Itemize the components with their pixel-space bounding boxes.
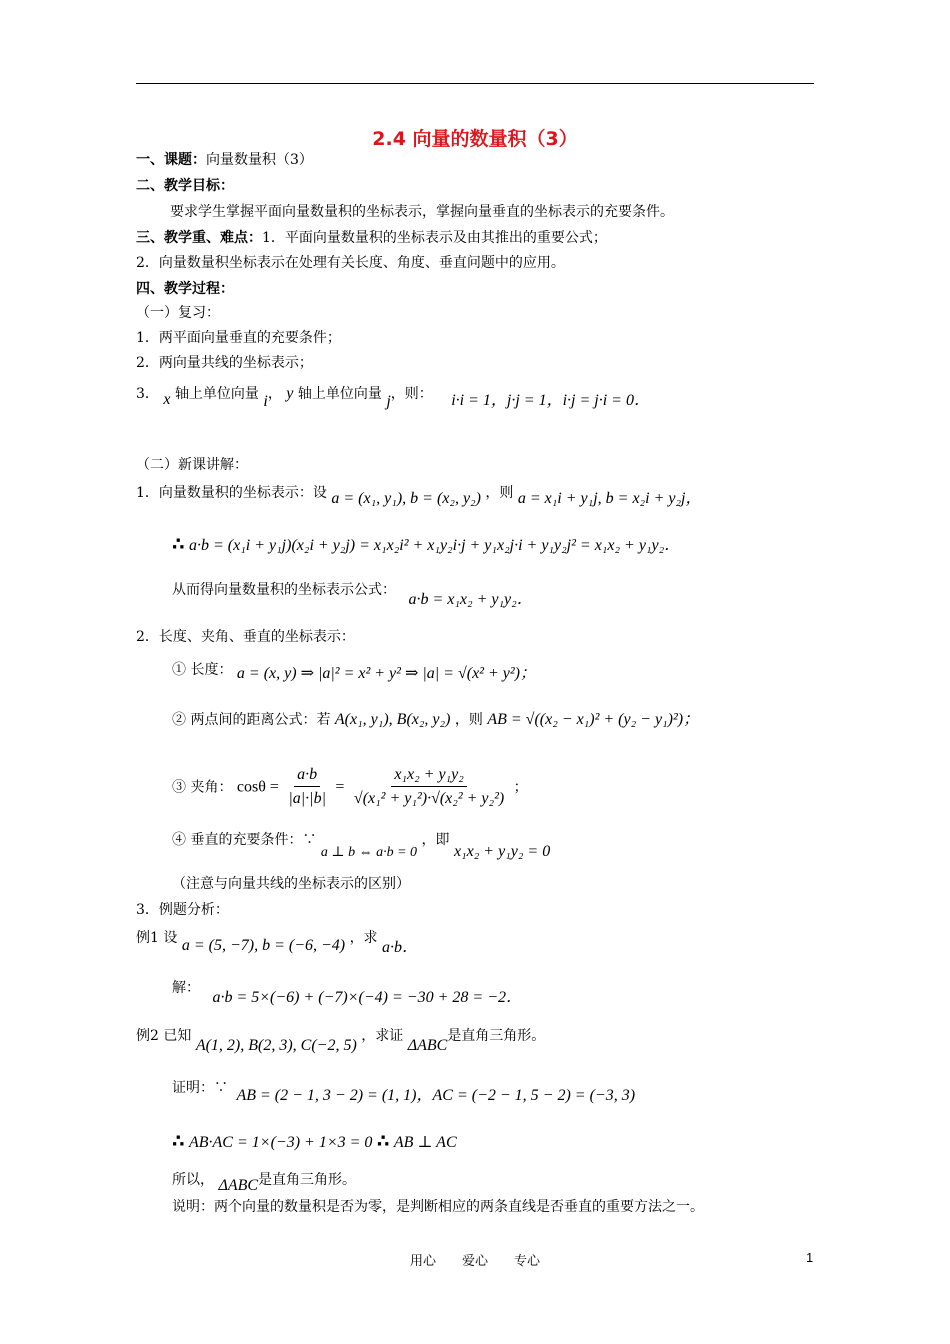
goal-label: 二、教学目标： bbox=[136, 178, 234, 194]
review-heading: （一）复习： bbox=[136, 305, 220, 321]
example2-ask: ，求证 bbox=[361, 1028, 404, 1044]
distance-then: ，则 bbox=[454, 712, 483, 728]
y-axis-symbol: y bbox=[286, 385, 294, 402]
angle-num-1: a·b bbox=[294, 764, 320, 787]
example1-sol-label: 解： bbox=[172, 980, 200, 996]
example1-target: a·b． bbox=[382, 939, 419, 956]
example2-given: A(1, 2), B(2, 3), C(−2, 5) bbox=[195, 1037, 357, 1054]
key-text: 1．平面向量数量积的坐标表示及由其推出的重要公式； bbox=[262, 230, 607, 246]
length-label: ① 长度： bbox=[172, 662, 233, 678]
p1-line bbox=[136, 483, 702, 507]
p2-text: 2．长度、夹角、垂直的坐标表示： bbox=[136, 629, 355, 645]
angle-label: ③ 夹角： bbox=[172, 779, 233, 796]
p1-result: a·b = x₁x₂ + y₁y₂． bbox=[408, 591, 533, 608]
angle-end: ； bbox=[513, 779, 528, 796]
p3-text: 3．例题分析： bbox=[136, 902, 229, 918]
example1-given: a = (5, −7), b = (−6, −4) bbox=[181, 937, 346, 954]
length-line bbox=[172, 660, 536, 680]
angle-den-2: √(x₁² + y₁²)·√(x₂² + y₂²) bbox=[353, 790, 505, 807]
header-rule bbox=[136, 83, 814, 84]
angle-line bbox=[172, 764, 528, 811]
footer-text: 用心 爱心 专心 bbox=[409, 1254, 540, 1269]
proof-line-2 bbox=[172, 1132, 457, 1153]
perp-mid: ，即 bbox=[421, 832, 450, 848]
remark: 说明：两个向量的数量积是否为零，是判断相应的两条直线是否垂直的重要方法之一。 bbox=[172, 1199, 704, 1215]
therefore-symbol-2: ∴ bbox=[172, 1131, 185, 1152]
example1-solution: a·b = 5×(−6) + (−7)×(−4) = −30 + 28 = −2． bbox=[212, 989, 522, 1006]
process-label: 四、教学过程： bbox=[136, 281, 234, 297]
page-number: 1 bbox=[806, 1250, 814, 1265]
example1-ask: ，求 bbox=[349, 930, 378, 946]
unit-vector-i: i bbox=[263, 393, 268, 410]
distance-line bbox=[172, 710, 699, 730]
therefore-symbol-3: ∴ bbox=[376, 1131, 390, 1152]
angle-fraction-1 bbox=[285, 764, 329, 811]
note: （注意与向量共线的坐标表示的区别） bbox=[172, 876, 410, 892]
unit-vector-j: j bbox=[386, 393, 391, 410]
therefore-symbol: ∴ bbox=[172, 534, 185, 555]
topic-value: 向量数量积（3） bbox=[206, 152, 313, 168]
review-item3-pre: 3． bbox=[136, 386, 159, 402]
distance-label: ② 两点间的距离公式：若 bbox=[172, 712, 331, 728]
example2-claim: 是直角三角形。 bbox=[447, 1028, 546, 1044]
review-item-3: 3． x 轴上单位向量 i， y 轴上单位向量 j，则： i·i = 1，j·j = 1，i·j = j·i = 0． bbox=[136, 385, 650, 410]
goal-text: 要求学生掌握平面向量数量积的坐标表示，掌握向量垂直的坐标表示的充要条件。 bbox=[170, 204, 674, 220]
angle-lhs: cosθ = bbox=[236, 778, 279, 796]
proof-line2: AB·AC = 1×(−3) + 1×3 = 0 bbox=[188, 1134, 373, 1151]
so-line bbox=[172, 1170, 357, 1194]
perp-line bbox=[172, 830, 551, 860]
review-item3-a: 轴上单位向量 bbox=[174, 386, 259, 402]
p1-formula-a: a = (x₁, y₁), b = (x₂, y₂) bbox=[331, 490, 481, 507]
proof-line1: AB = (2 − 1, 3 − 2) = (1, 1)，AC = (−2 − 1, 5 − 2) = (−3, 3) bbox=[236, 1087, 636, 1104]
so-label: 所以， bbox=[172, 1172, 214, 1188]
angle-num-2: x₁x₂ + y₁y₂ bbox=[391, 764, 466, 787]
p1-conclusion: 从而得向量数量积的坐标表示公式： bbox=[172, 582, 396, 598]
topic-line bbox=[136, 150, 313, 170]
proof-result: AB ⊥ AC bbox=[393, 1134, 457, 1151]
angle-den-1: |a|·|b| bbox=[288, 790, 326, 807]
page-title: 2.4 向量的数量积（3） bbox=[372, 128, 578, 150]
perp-result: x₁x₂ + y₁y₂ = 0 bbox=[453, 843, 551, 860]
p1-expand: a·b = (x₁i + y₁j)(x₂i + y₂j) = x₁x₂i² + x₁y₂i·j + y₁x₂j·i + y₁y₂j² = x₁x₂ + y₁y₂． bbox=[188, 537, 681, 554]
example2-line bbox=[136, 1026, 546, 1054]
p1-text: 1．向量数量积的坐标表示：设 bbox=[136, 485, 327, 501]
so-target: ΔABC bbox=[218, 1177, 259, 1194]
p1-formula-b: a = x₁i + y₁j, b = x₂i + y₂j， bbox=[517, 490, 702, 507]
perp-formula: a ⊥ b ⇔ a·b = 0 bbox=[320, 845, 418, 860]
example2-target: ΔABC bbox=[407, 1037, 448, 1054]
example1-label: 例1 设 bbox=[136, 930, 178, 946]
example1-solution-line bbox=[172, 978, 522, 1006]
key-label: 三、教学重、难点： bbox=[136, 230, 262, 246]
distance-points: A(x₁, y₁), B(x₂, y₂) bbox=[334, 711, 451, 728]
review-item3-b: 轴上单位向量 bbox=[297, 386, 382, 402]
topic-label: 一、课题： bbox=[136, 152, 206, 168]
angle-fraction-2 bbox=[351, 764, 507, 811]
key-line bbox=[136, 228, 607, 248]
p1-then: ，则 bbox=[485, 485, 514, 501]
review-item-2: 2．两向量共线的坐标表示； bbox=[136, 355, 313, 371]
review-item-1: 1．两平面向量垂直的充要条件； bbox=[136, 330, 341, 346]
perp-label: ④ 垂直的充要条件：∵ bbox=[172, 832, 317, 848]
new-lesson-heading: （二）新课讲解： bbox=[136, 457, 248, 473]
angle-eq: = bbox=[335, 778, 345, 796]
review-item3-formula: i·i = 1，j·j = 1，i·j = j·i = 0． bbox=[451, 392, 650, 409]
proof-line-1 bbox=[172, 1078, 636, 1104]
p1-expand-line bbox=[172, 535, 680, 556]
so-claim: 是直角三角形。 bbox=[258, 1172, 357, 1188]
key-text-2: 2．向量数量积坐标表示在处理有关长度、角度、垂直问题中的应用。 bbox=[136, 255, 565, 271]
x-axis-symbol: x bbox=[163, 391, 171, 408]
length-formula: a = (x, y) ⇒ |a|² = x² + y² ⇒ |a| = √(x² + y²)； bbox=[236, 665, 536, 682]
review-item3-c: ，则： bbox=[390, 386, 433, 402]
proof-label: 证明：∵ bbox=[172, 1080, 228, 1096]
example1-line bbox=[136, 928, 419, 956]
p1-conclusion-line bbox=[172, 580, 533, 608]
distance-formula: AB = √((x₂ − x₁)² + (y₂ − y₁)²)； bbox=[487, 711, 700, 728]
example2-label: 例2 已知 bbox=[136, 1028, 192, 1044]
